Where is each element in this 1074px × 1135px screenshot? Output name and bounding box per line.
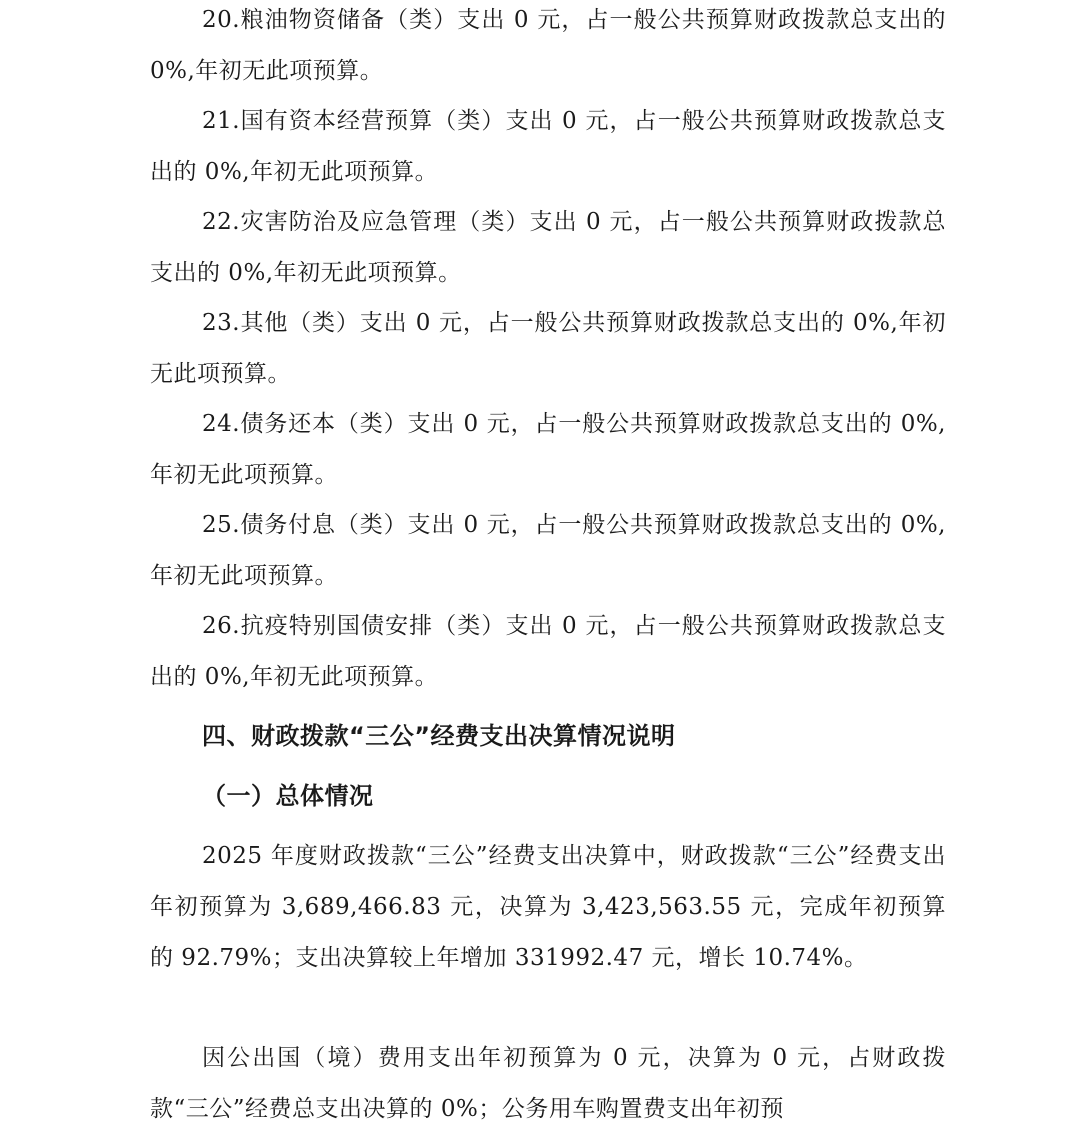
- item-24-paragraph: 24.债务还本（类）支出 0 元，占一般公共预算财政拨款总支出的 0%,年初无此项预算。: [150, 411, 946, 488]
- item-21-paragraph: 21.国有资本经营预算（类）支出 0 元，占一般公共预算财政拨款总支出的 0%,年初无此项预算。: [150, 108, 946, 185]
- item-26-paragraph: 26.抗疫特别国债安排（类）支出 0 元，占一般公共预算财政拨款总支出的 0%,年初无此项预算。: [150, 613, 946, 690]
- subsection-heading: （一）总体情况: [202, 781, 374, 810]
- summary-paragraph: 2025 年度财政拨款“三公”经费支出决算中，财政拨款“三公”经费支出年初预算为 3,689,466.83 元，决算为 3,423,563.55 元，完成年初预算的 92.79%；支出决算较上年增加 331992.47 元，增长 10.74%。: [150, 843, 946, 971]
- item-22-paragraph: 22.灾害防治及应急管理（类）支出 0 元，占一般公共预算财政拨款总支出的 0%,年初无此项预算。: [150, 209, 946, 286]
- section-heading: 四、财政拨款“三公”经费支出决算情况说明: [202, 722, 676, 750]
- item-25-paragraph: 25.债务付息（类）支出 0 元，占一般公共预算财政拨款总支出的 0%,年初无此项预算。: [150, 512, 946, 589]
- item-23-paragraph: 23.其他（类）支出 0 元，占一般公共预算财政拨款总支出的 0%,年初无此项预算。: [150, 310, 946, 387]
- item-20-paragraph: 20.粮油物资储备（类）支出 0 元，占一般公共预算财政拨款总支出的 0%,年初无此项预算。: [150, 7, 946, 84]
- detail-paragraph: 因公出国（境）费用支出年初预算为 0 元，决算为 0 元，占财政拨款“三公”经费总支出决算的 0%；公务用车购置费支出年初预: [150, 1045, 946, 1122]
